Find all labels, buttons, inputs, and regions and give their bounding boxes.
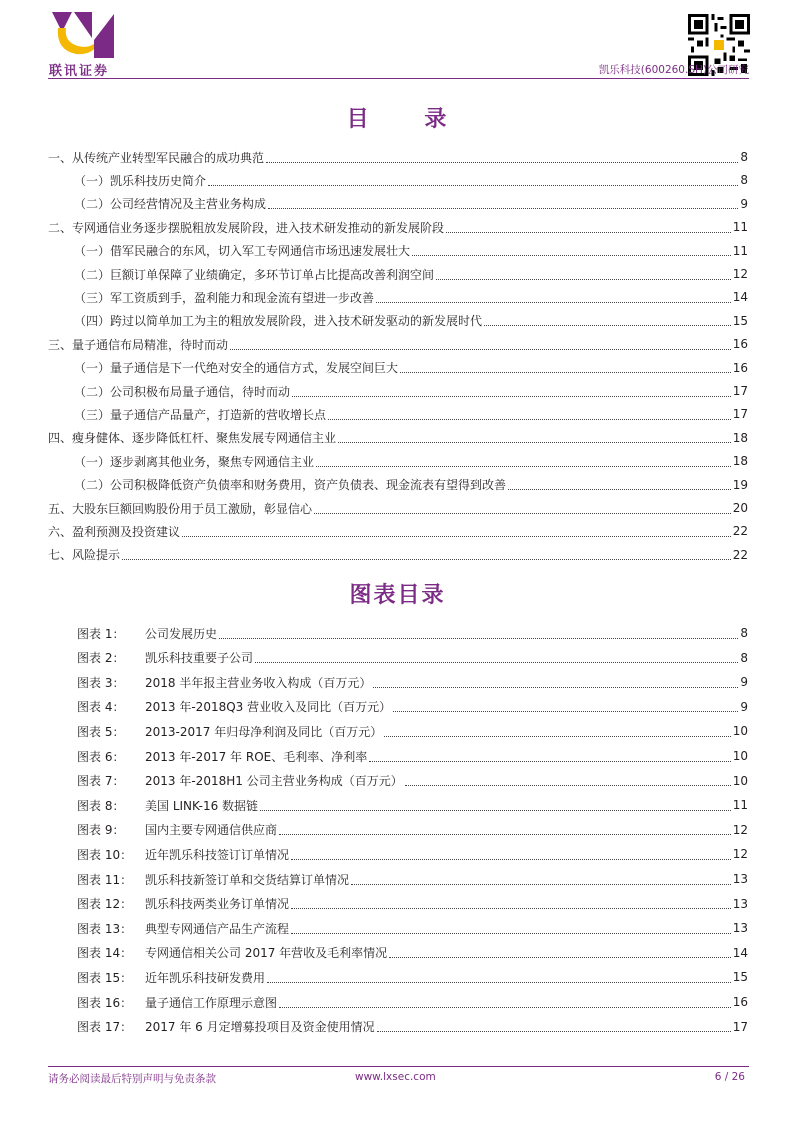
chart-entry[interactable] <box>77 918 748 938</box>
toc-entry-label: （一）逐步剥离其他业务，聚焦专网通信主业 <box>74 454 315 469</box>
report-title: 凯乐科技(600260.SH)公司研究 <box>598 64 749 76</box>
dot-leader <box>291 908 731 909</box>
toc-entry-page: 12 <box>732 267 748 281</box>
toc-entry-label: 三、量子通信布局精准，待时而动 <box>48 337 229 352</box>
chart-entry-page: 13 <box>732 896 748 911</box>
chart-entry-page: 13 <box>732 872 748 886</box>
dot-leader <box>266 162 738 163</box>
dot-leader <box>369 761 731 762</box>
chart-entry-label: 2018 半年报主营业务收入构成（百万元） <box>145 675 372 690</box>
chart-entry-page: 11 <box>732 798 748 813</box>
toc-entry-page: 11 <box>732 243 748 258</box>
dot-leader <box>279 1007 731 1008</box>
chart-entry[interactable] <box>77 697 748 717</box>
toc-entry[interactable] <box>48 287 748 307</box>
dot-leader <box>279 834 731 835</box>
toc-entry-page: 17 <box>732 407 748 422</box>
chart-entry-number: 图表 17： <box>77 1020 133 1035</box>
dot-leader <box>219 638 738 639</box>
chart-entry-page: 9 <box>740 699 748 714</box>
disclaimer-link[interactable]: 请务必阅读最后特别声明与免责条款 <box>48 1073 216 1085</box>
toc-entry-label: （二）公司积极降低资产负债率和财务费用，资产负债表、现金流表有望得到改善 <box>74 478 507 493</box>
website-link[interactable]: www.lxsec.com <box>355 1071 436 1083</box>
toc-title: 目 录 <box>346 107 471 132</box>
chart-entry-page: 10 <box>732 724 748 739</box>
chart-entry-page: 8 <box>740 650 748 665</box>
chart-entry-number: 图表 1： <box>77 626 125 641</box>
dot-leader <box>508 489 731 490</box>
chart-entry-number: 图表 10： <box>77 847 133 862</box>
toc-entry[interactable] <box>48 217 748 237</box>
chart-entry-page: 10 <box>732 749 748 763</box>
dot-leader <box>373 687 738 688</box>
toc-entry[interactable] <box>48 545 748 565</box>
dot-leader <box>122 559 731 560</box>
toc-entry-label: 二、专网通信业务逐步摆脱粗放发展阶段，进入技术研发推动的新发展阶段 <box>48 220 445 235</box>
dot-leader <box>182 536 731 537</box>
toc-entry[interactable] <box>48 428 748 448</box>
toc-entry-page: 17 <box>732 384 748 398</box>
dot-leader <box>314 513 731 514</box>
chart-entry-number: 图表 14： <box>77 946 133 961</box>
chart-entry[interactable] <box>77 992 748 1012</box>
chart-entry-page: 15 <box>732 970 748 985</box>
toc-entry[interactable] <box>48 404 748 424</box>
dot-leader <box>484 325 731 326</box>
chart-entry-label: 2017 年 6 月定增募投项目及资金使用情况 <box>145 1020 375 1035</box>
chart-entry[interactable] <box>77 771 748 791</box>
toc-entry-page: 9 <box>740 196 748 211</box>
chart-entry-label: 近年凯乐科技签订订单情况 <box>145 847 290 862</box>
toc-entry-page: 8 <box>740 150 748 164</box>
chart-entry-number: 图表 13： <box>77 921 133 936</box>
toc-entry-page: 15 <box>732 313 748 328</box>
chart-entry[interactable] <box>77 943 748 963</box>
toc-entry-label: （一）借军民融合的东风，切入军工专网通信市场迅速发展壮大 <box>74 244 411 259</box>
toc-entry-page: 18 <box>732 430 748 445</box>
dot-leader <box>384 736 730 737</box>
chart-entry-page: 9 <box>740 675 748 690</box>
chart-entry-label: 2013 年-2018H1 公司主营业务构成（百万元） <box>145 774 403 789</box>
dot-leader <box>376 302 731 303</box>
dot-leader <box>436 279 731 280</box>
chart-entry-page: 8 <box>740 626 748 640</box>
toc-entry-label: （二）公司经营情况及主营业务构成 <box>74 197 267 212</box>
chart-entry[interactable] <box>77 967 748 987</box>
chart-entry-page: 12 <box>732 847 748 862</box>
dot-leader <box>351 884 731 885</box>
chart-entry-label: 2013 年-2017 年 ROE、毛利率、净利率 <box>145 749 368 764</box>
chart-entry-label: 2013-2017 年归母净利润及同比（百万元） <box>145 724 383 739</box>
chart-entry[interactable] <box>77 746 748 766</box>
chart-entry-number: 图表 5： <box>77 724 125 739</box>
toc-entry-label: 五、大股东巨额回购股份用于员工激励，彰显信心 <box>48 501 313 516</box>
toc-entry[interactable] <box>48 475 748 495</box>
dot-leader <box>268 208 738 209</box>
chart-entry-label: 近年凯乐科技研发费用 <box>145 970 266 985</box>
dot-leader <box>412 255 731 256</box>
chart-entry[interactable] <box>77 648 748 668</box>
chart-entry[interactable] <box>77 820 748 840</box>
chart-entry[interactable] <box>77 795 748 815</box>
chart-entry[interactable] <box>77 672 748 692</box>
chart-entry-label: 典型专网通信产品生产流程 <box>145 921 290 936</box>
dot-leader <box>260 810 731 811</box>
dot-leader <box>446 232 731 233</box>
toc-entry[interactable] <box>48 498 748 518</box>
chart-entry-label: 美国 LINK-16 数据链 <box>145 798 259 813</box>
chart-entry-page: 16 <box>732 995 748 1009</box>
toc-entry-label: 六、盈利预测及投资建议 <box>48 524 181 539</box>
dot-leader <box>389 957 731 958</box>
chart-entry-page: 10 <box>732 773 748 788</box>
dot-leader <box>316 466 731 467</box>
dot-leader <box>208 185 738 186</box>
chart-entry-label: 国内主要专网通信供应商 <box>145 823 278 838</box>
toc-entry[interactable] <box>48 358 748 378</box>
toc-entry-label: （四）跨过以简单加工为主的粗放发展阶段，进入技术研发驱动的新发展时代 <box>74 314 483 329</box>
toc-entry-label: （一）量子通信是下一代绝对安全的通信方式，发展空间巨大 <box>74 361 399 376</box>
dot-leader <box>255 662 738 663</box>
dot-leader <box>267 982 731 983</box>
chart-entry-number: 图表 4： <box>77 700 125 715</box>
chart-entry-number: 图表 12： <box>77 897 133 912</box>
toc-entry[interactable] <box>48 381 748 401</box>
header-divider <box>48 78 749 79</box>
toc-entry-page: 16 <box>732 337 748 352</box>
chart-entry-label: 公司发展历史 <box>145 626 218 641</box>
chart-entry-page: 12 <box>732 822 748 837</box>
chart-entry-number: 图表 8： <box>77 798 125 813</box>
chart-entry-number: 图表 6： <box>77 749 125 764</box>
toc-entry-label: 一、从传统产业转型军民融合的成功典范 <box>48 150 265 165</box>
dot-leader <box>393 711 738 712</box>
dot-leader <box>338 442 731 443</box>
toc-entry-label: 七、风险提示 <box>48 548 121 563</box>
chart-entry-number: 图表 2： <box>77 651 125 666</box>
chart-entry[interactable] <box>77 894 748 914</box>
toc-entry[interactable] <box>48 521 748 541</box>
dot-leader <box>291 933 731 934</box>
toc-entry-page: 18 <box>732 454 748 469</box>
chart-entry-label: 凯乐科技两类业务订单情况 <box>145 897 290 912</box>
chart-entry[interactable] <box>77 869 748 889</box>
chart-list-title: 图表目录 <box>349 583 446 608</box>
dot-leader <box>291 859 731 860</box>
dot-leader <box>405 785 731 786</box>
logo-text: 联讯证券 <box>49 64 110 79</box>
chart-entry-page: 13 <box>732 921 748 936</box>
toc-entry-label: 四、瘦身健体、逐步降低杠杆、聚焦发展专网通信主业 <box>48 431 337 446</box>
toc-entry-page: 11 <box>732 220 748 235</box>
toc-entry-page: 16 <box>732 360 748 375</box>
chart-entry-page: 14 <box>732 945 748 960</box>
toc-entry[interactable] <box>48 194 748 214</box>
chart-entry[interactable] <box>77 844 748 864</box>
toc-entry[interactable] <box>48 451 748 471</box>
toc-entry[interactable] <box>48 311 748 331</box>
chart-entry-number: 图表 9： <box>77 823 125 838</box>
chart-entry-number: 图表 11： <box>77 872 133 887</box>
chart-entry[interactable] <box>77 1017 748 1037</box>
toc-entry[interactable] <box>48 241 748 261</box>
chart-entry-label: 凯乐科技重要子公司 <box>145 651 254 666</box>
toc-entry-page: 22 <box>732 524 748 539</box>
toc-entry-page: 22 <box>732 547 748 562</box>
toc-entry-page: 19 <box>732 477 748 492</box>
chart-entry-number: 图表 3： <box>77 675 125 690</box>
chart-entry-label: 凯乐科技新签订单和交货结算订单情况 <box>145 872 350 887</box>
dot-leader <box>230 349 731 350</box>
toc-entry-label: （二）公司积极布局量子通信，待时而动 <box>74 384 291 399</box>
toc-entry-label: （三）军工资质到手，盈利能力和现金流有望进一步改善 <box>74 290 375 305</box>
dot-leader <box>377 1031 731 1032</box>
chart-entry-label: 2013 年-2018Q3 营业收入及同比（百万元） <box>145 700 392 715</box>
chart-entry-number: 图表 15： <box>77 970 133 985</box>
chart-entry-label: 量子通信工作原理示意图 <box>145 995 278 1010</box>
toc-entry-page: 14 <box>732 290 748 305</box>
toc-entry[interactable] <box>48 147 748 167</box>
toc-entry-label: （三）量子通信产品量产，打造新的营收增长点 <box>74 407 327 422</box>
toc-entry-label: （一）凯乐科技历史简介 <box>74 173 207 188</box>
chart-entry-number: 图表 16： <box>77 995 133 1010</box>
toc-entry[interactable] <box>48 334 748 354</box>
chart-entry[interactable] <box>77 623 748 643</box>
dot-leader <box>328 419 731 420</box>
toc-entry-page: 20 <box>732 501 748 515</box>
chart-entry-page: 17 <box>732 1019 748 1034</box>
chart-entry-label: 专网通信相关公司 2017 年营收及毛利率情况 <box>145 946 388 961</box>
toc-entry[interactable] <box>48 264 748 284</box>
dot-leader <box>400 372 731 373</box>
footer-divider <box>48 1066 749 1067</box>
toc-entry-label: （二）巨额订单保障了业绩确定，多环节订单占比提高改善利润空间 <box>74 267 435 282</box>
toc-entry[interactable] <box>48 170 748 190</box>
chart-entry[interactable] <box>77 721 748 741</box>
chart-entry-number: 图表 7： <box>77 774 125 789</box>
page-indicator: 6 / 26 <box>714 1071 745 1083</box>
dot-leader <box>292 396 731 397</box>
toc-entry-page: 8 <box>740 173 748 188</box>
